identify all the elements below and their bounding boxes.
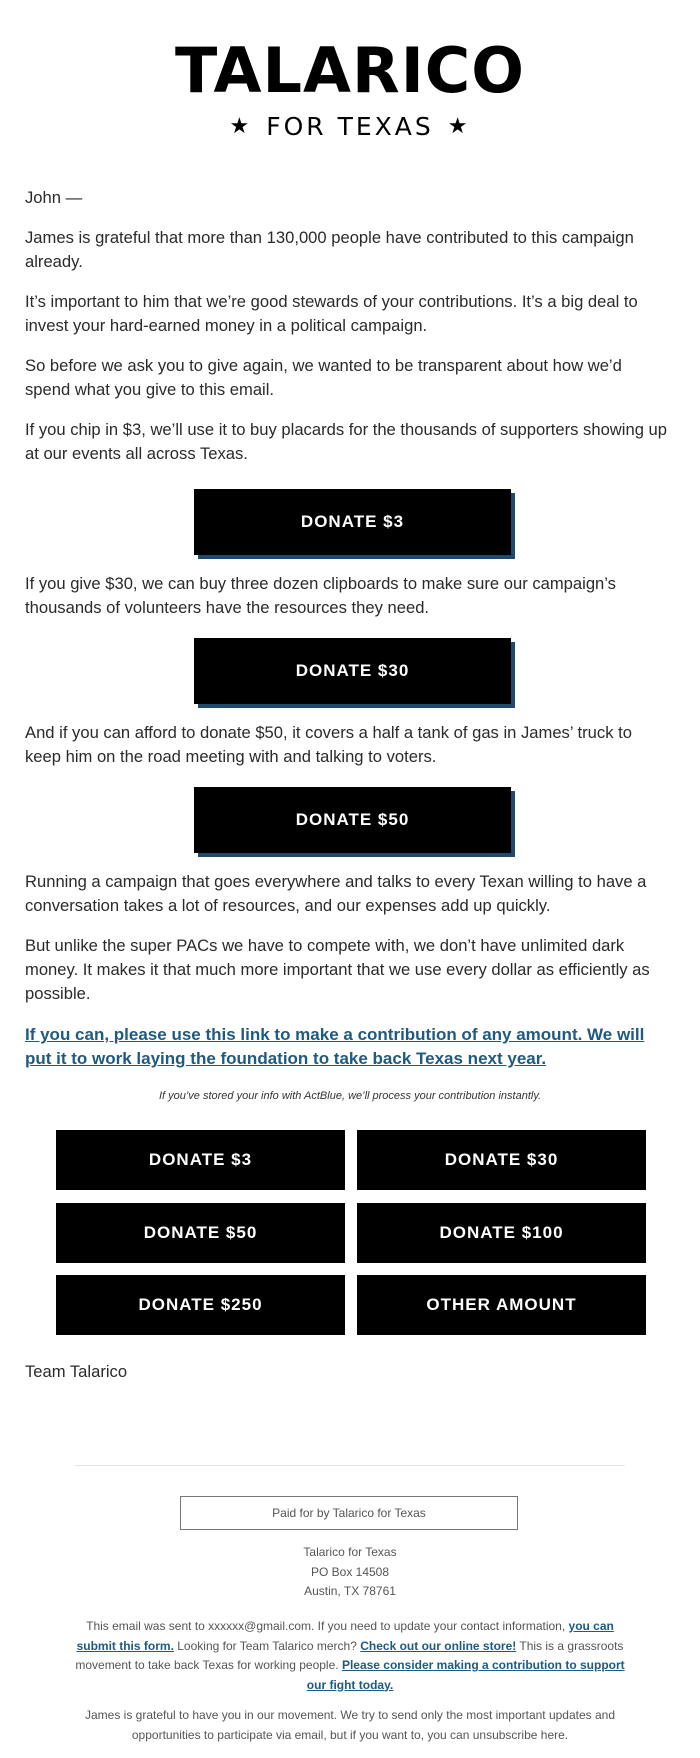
address-line: Talarico for Texas: [303, 1545, 397, 1559]
online-store-link[interactable]: Check out our online store!: [360, 1638, 517, 1653]
grid-donate-100-button[interactable]: DONATE $100: [357, 1203, 646, 1263]
donate-3-button[interactable]: DONATE $3: [194, 489, 511, 555]
paragraph-6: And if you can afford to donate $50, it covers a half a tank of gas in James’ truck to keep him on the road meeting with and talking to voters.: [25, 723, 632, 766]
update-info-link[interactable]: you can submit this form.: [76, 1619, 614, 1653]
star-icon: ★: [447, 114, 471, 139]
footer-address: [70, 1543, 630, 1602]
signoff: Team Talarico: [25, 1362, 128, 1381]
footer-notice: [70, 1617, 630, 1695]
footer-divider: [75, 1465, 625, 1466]
actblue-note: If you’ve stored your info with ActBlue, we’ll process your contribution instantly.: [158, 1090, 542, 1102]
donate-30-button[interactable]: DONATE $30: [194, 638, 511, 704]
movement-text: This is a grassroots movement to take back Texas for working people.: [75, 1638, 624, 1672]
grid-donate-50-button[interactable]: DONATE $50: [56, 1203, 345, 1263]
support-link[interactable]: Please consider making a contribution to support our fight today.: [306, 1658, 625, 1692]
logo: [0, 0, 700, 141]
greeting: John —: [25, 188, 83, 207]
grid-donate-250-button[interactable]: DONATE $250: [56, 1275, 345, 1335]
donate-50-button[interactable]: DONATE $50: [194, 787, 511, 853]
sent-to-text: This email was sent to xxxxxx@gmail.com. If you need to update your contact information,: [86, 1619, 566, 1633]
paragraph-1: James is grateful that more than 130,000 people have contributed to this campaign already.: [25, 228, 634, 271]
grid-other-amount-button[interactable]: OTHER AMOUNT: [357, 1275, 646, 1335]
grid-donate-30-button[interactable]: DONATE $30: [357, 1130, 646, 1190]
paragraph-3: So before we ask you to give again, we wanted to be transparent about how we’d spend what you give to this email.: [25, 356, 622, 399]
logo-subtitle: FOR TEXAS: [266, 112, 434, 141]
merch-text: Looking for Team Talarico merch?: [177, 1638, 357, 1653]
paragraph-5: If you give $30, we can buy three dozen clipboards to make sure our campaign’s thousands of volunteers have the resources they need.: [25, 574, 616, 617]
address-line: Austin, TX 78761: [304, 1584, 396, 1598]
star-icon: ★: [229, 114, 253, 139]
paragraph-2: It’s important to him that we’re good stewards of your contributions. It’s a big deal to invest your hard-earned money in a political campaign.: [25, 292, 638, 335]
paid-for-text: Paid for by Talarico for Texas: [272, 1506, 426, 1520]
footer-closing: James is grateful to have you in our movement. We try to send only the most important updates and opportunities to participate via email, but if you want to, you can unsubscribe here.: [84, 1708, 616, 1742]
logo-subtitle-row: [0, 112, 700, 141]
paragraph-4: If you chip in $3, we’ll use it to buy placards for the thousands of supporters showing up at our events all across Texas.: [25, 420, 667, 463]
grid-donate-3-button[interactable]: DONATE $3: [56, 1130, 345, 1190]
logo-title: TALARICO: [175, 34, 525, 107]
paragraph-8: But unlike the super PACs we have to compete with, we don’t have unlimited dark money. It makes it that much more important that we use every dollar as efficiently as possible.: [25, 936, 650, 1003]
paragraph-7: Running a campaign that goes everywhere and talks to every Texan willing to have a conversation takes a lot of resources, and our expenses add up quickly.: [25, 872, 647, 915]
paid-for-box: [180, 1496, 518, 1530]
contribution-link[interactable]: If you can, please use this link to make a contribution of any amount. We will put it to work laying the foundation to take back Texas next year.: [25, 1025, 645, 1068]
address-line: PO Box 14508: [310, 1564, 390, 1579]
